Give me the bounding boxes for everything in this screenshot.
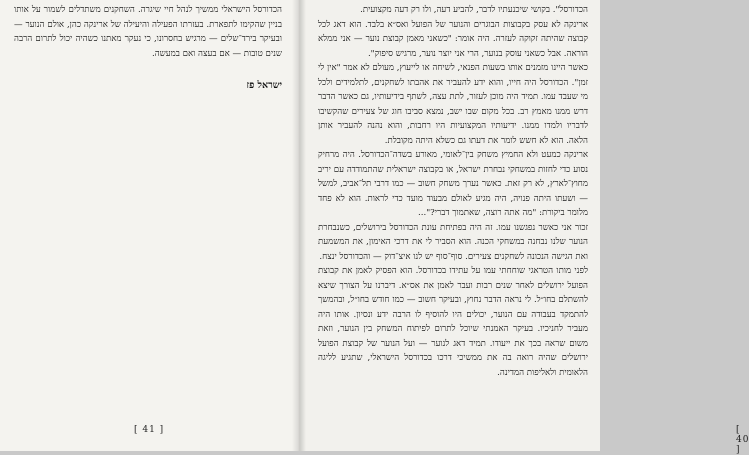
right-paragraph: כאשר היינו מזמנים אותו בשעות הפנאי, לשיחה או לייעוץ, מעולם לא אמר "אין לי זמן". הכדורסל היה חייו, והוא ידע להעביר את אהבתו לשחקנים, לתלמידים ולכל מי שעבד עמו. תמיד היה מוכן לעזור, לתת עצה, לשתף בידיעותיו, גם כאשר הדבר דרש ממנו מאמץ רב. בכל מקום שבו ישב, נמצא סביבו חוג של צעירים שהקשיבו לדבריו ולמדו ממנו. ידיעותיו המקצועיות היו רחבות, והוא נהנה להעביר אותן הלאה. הוא לא חשש לומר את דעתו גם כשלא היתה מקובלת. (318, 63, 588, 146)
right-paragraph: ארינקה כמעט ולא החמיץ משחק בין־לאומי, מאורע בשדה־הכדורסל. היה מרחיק נסוע כדי לחזות במשחקי נבחרת ישראל, או בקבוצה ישראלית שהתמודדה עם יריב מחוץ־לארץ, לא רק זאת. כאשר נערך משחק חשוב — כמו דרבי תל־אביב, למשל — ושעתו היתה פנויה, היה מגיע לאולם מבעוד מועד כדי לראות. הוא לא פחד מלומר ביקורת: "מה אתה רוצה, שאתמוך דברי?"... (318, 150, 588, 218)
left-paragraph: הכדורסל הישראלי ממשיך לנהל חיי שיגרה. השחקנים משתדלים לשמור על אותו בניין שהקימו לתפארת. בעזרתו הפעילה והיעילה של ארינקה כהן, אולם הנוער — ובעיקר בירד־שלים — מרגיש בחסרונו, כי נעקר מאתנו כשהיה יכול לתרום הרבה שנים טובות — אם בעצה ואם במעשה. (14, 5, 282, 59)
left-page-text (14, 3, 282, 61)
right-paragraph: הכדורסל". בקושי שיכנעתיו לדבר, להביע דעה, ולו רק דעה מקצועית. (360, 5, 588, 15)
right-paragraph: זכור אני כאשר נפגשנו עמו. זה היה בפתיחת עונת הכדורסל בירושלים, כשנבחרת הנוער שלנו נבחנה במשחקי הכנה. הוא הסביר לי את דרכי האימון, את המשמעת ואת הגישה הנכונה לשחקנים צעירים. סוף־סוף יש לנו איצ־דוק — והכדורסל ינצח. (318, 222, 588, 262)
left-page (0, 0, 298, 451)
page-number-right: [ 40 ] (736, 425, 749, 455)
right-paragraph: ארינקה לא עסק בקבוצות הבוגרים והנוער של הפועל ואס״א בלבד. הוא דאג לכל קבוצה שהיתה זקוקה לעזרה. היה אומר: "כשאני מאמן קבוצת נוער — אני ממלא הוראה. אבל כשאני עוסק בנוער, הרי אני יוצר נוער, מרגיש סיפוק". (318, 19, 588, 59)
page-number-left: [ 41 ] (134, 425, 165, 435)
book-gutter (292, 0, 306, 451)
right-paragraph: לפני מותו הטראגי שוחחתי עמו על עתידו בכדורסל. הוא הפסיק לאמן את קבוצת הפועל ירושלים לאחר שנים רבות ועבר לאמן את אס״א. דיברנו על הצורך שיצא להשתלם בחו״ל. לי נראה הדבר נחוץ, ובעיקר חשוב — כמו חודש בחו״ל, ובהמשך להתמקד בעבודה עם הנוער, יכולים היו להוסיף לו הרבה ידע ונסיון. אותו היה מעביר לחניכיו. בעיקר האמנתי שיוכל לתרום לפיתוח המשחק בין הנוער, וזאת משום שראה בכך את ייעודו. תמיד דאג לנוער — ועל הנוער של קבוצת הפועל ירושלים שהיה רואה בה את ממשיכי דרכו בכדורסל הישראלי, שתגיע לליגה הלאומית ולאליפות המדינה. (318, 266, 588, 378)
author-signature: ישראל פז (246, 80, 282, 91)
right-page-text (318, 3, 588, 380)
